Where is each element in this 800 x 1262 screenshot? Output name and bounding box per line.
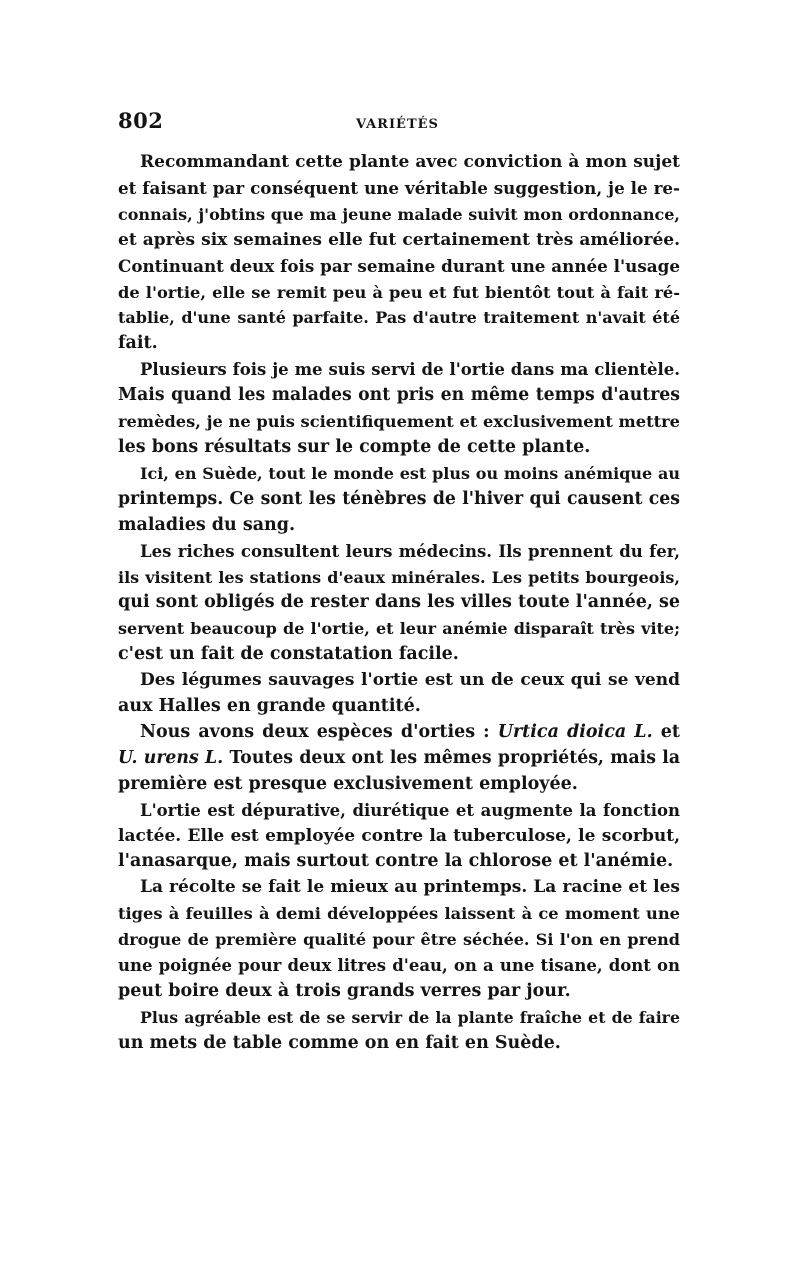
- text-line: les bons résultats sur le compte de cette plante.: [118, 436, 591, 457]
- paragraph: [118, 461, 680, 539]
- text-line: lactée. Elle est employée contre la tuberculose, le scorbut,: [118, 825, 680, 846]
- text-line: Ici, en Suède, tout le monde est plus ou moins anémique au: [140, 463, 680, 483]
- text-line: Recommandant cette plante avec conviction à mon sujet: [140, 152, 680, 172]
- paragraph: [118, 150, 680, 357]
- text-line: une poignée pour deux litres d'eau, on a une tisane, dont on: [118, 956, 680, 976]
- text-run: Toutes deux ont les mêmes propriétés, mais la: [223, 747, 681, 768]
- text-line: connais, j'obtins que ma jeune malade suivit mon ordonnance,: [118, 204, 680, 224]
- text-line: Plusieurs fois je me suis servi de l'ortie dans ma clientèle.: [140, 360, 680, 380]
- text-line: ils visitent les stations d'eaux minérales. Les petits bourgeois,: [118, 567, 680, 587]
- text-line: [118, 746, 680, 772]
- text-run: première est presque exclusivement employée.: [118, 773, 578, 794]
- paragraph: [118, 539, 680, 669]
- paragraph: [118, 720, 680, 798]
- text-line: Plus agréable est de se servir de la plante fraîche et de faire: [140, 1007, 680, 1027]
- text-line: l'anasarque, mais surtout contre la chlorose et l'anémie.: [118, 851, 674, 872]
- text-line: La récolte se fait le mieux au printemps. La racine et les: [140, 877, 680, 898]
- paragraph: [118, 668, 680, 720]
- text-line: et faisant par conséquent une véritable suggestion, je le re-: [118, 177, 680, 198]
- paragraph: [118, 357, 680, 461]
- paragraph: [118, 875, 680, 1005]
- body-text: [118, 150, 680, 1057]
- text-line: tablie, d'une santé parfaite. Pas d'autre traitement n'avait été: [118, 308, 680, 328]
- text-line: un mets de table comme on en fait en Suède.: [118, 1032, 561, 1053]
- text-line: [118, 720, 680, 746]
- text-line: et après six semaines elle fut certainement très améliorée.: [118, 229, 680, 250]
- paragraph: [118, 798, 680, 876]
- text-line: Des légumes sauvages l'ortie est un de ceux qui se vend: [140, 670, 680, 691]
- page-header: [118, 108, 680, 148]
- text-line: Mais quand les malades ont pris en même temps d'autres: [118, 385, 680, 406]
- text-line: L'ortie est dépurative, diurétique et augmente la fonction: [140, 800, 680, 820]
- running-head: VARIÉTÉS: [356, 117, 439, 132]
- text-line: c'est un fait de constatation facile.: [118, 644, 459, 665]
- text-run: Nous avons deux espèces d'orties :: [140, 721, 498, 742]
- text-run: et: [652, 721, 680, 742]
- text-line: remèdes, je ne puis scientifiquement et exclusivement mettre: [118, 412, 680, 432]
- text-line: servent beaucoup de l'ortie, et leur anémie disparaît très vite;: [118, 619, 680, 639]
- text-line: aux Halles en grande quantité.: [118, 696, 421, 717]
- text-line: tiges à feuilles à demi développées laissent à ce moment une: [118, 904, 680, 924]
- text-line: maladies du sang.: [118, 514, 296, 535]
- text-line: de l'ortie, elle se remit peu à peu et fut bientôt tout à fait ré-: [118, 282, 680, 302]
- page-number: 802: [118, 108, 164, 133]
- species-name: U. urens L.: [118, 747, 224, 768]
- species-name: Urtica dioica L.: [497, 721, 653, 742]
- text-line: printemps. Ce sont les ténèbres de l'hiver qui causent ces: [118, 488, 680, 509]
- text-line: drogue de première qualité pour être séchée. Si l'on en prend: [118, 930, 680, 950]
- text-line: Les riches consultent leurs médecins. Ils prennent du fer,: [140, 541, 680, 561]
- text-line: Continuant deux fois par semaine durant une année l'usage: [118, 255, 680, 276]
- text-line: fait.: [118, 333, 158, 354]
- paragraph: [118, 1005, 680, 1057]
- text-line: [118, 772, 680, 798]
- text-line: peut boire deux à trois grands verres par jour.: [118, 981, 571, 1001]
- text-line: qui sont obligés de rester dans les villes toute l'année, se: [118, 592, 681, 613]
